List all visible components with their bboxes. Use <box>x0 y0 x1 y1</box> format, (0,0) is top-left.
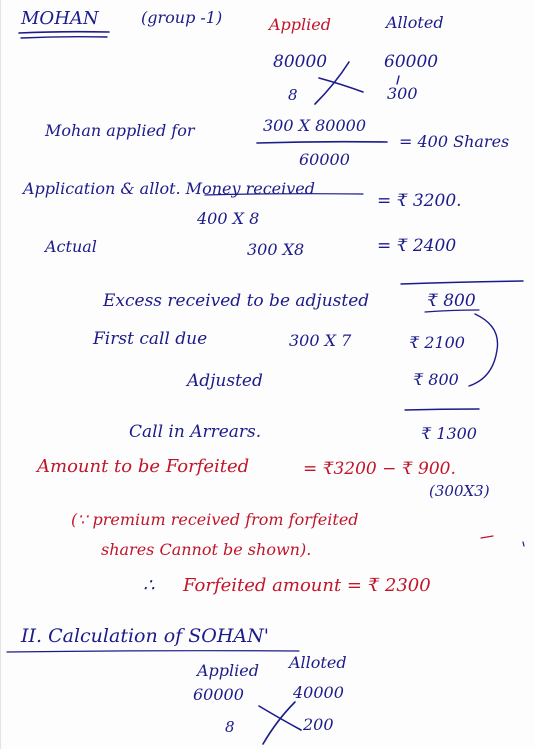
excess-label: Excess received to be adjusted <box>103 291 370 311</box>
arrears-rule <box>405 409 479 410</box>
first-call-value: ₹ 2100 <box>409 333 465 352</box>
therefore-symbol: ∴ <box>143 575 155 596</box>
adjusted-label: Adjusted <box>187 371 263 391</box>
right-bracket <box>469 314 498 386</box>
money-received-result: = ₹ 3200. <box>377 191 462 211</box>
section2-ratio-right: 200 <box>303 715 334 734</box>
name-underline <box>19 32 109 33</box>
actual-result: = ₹ 2400 <box>377 236 457 256</box>
arrears-value: ₹ 1300 <box>421 424 477 443</box>
header-cross-a <box>319 78 363 92</box>
forfeited-expr: = ₹3200 − ₹ 900. <box>303 459 456 479</box>
section2-applied-label: Applied <box>197 661 259 680</box>
forfeited-note: (300X3) <box>429 482 490 500</box>
actual-label: Actual <box>45 237 97 256</box>
mohan-applied-denominator: 60000 <box>299 150 350 169</box>
first-call-calc: 300 X 7 <box>289 331 352 350</box>
adjusted-value: ₹ 800 <box>413 370 459 389</box>
section2-cross-a <box>259 706 301 730</box>
fraction-bar <box>257 142 387 143</box>
forfeited-total: Forfeited amount = ₹ 2300 <box>183 575 431 596</box>
excess-value: ₹ 800 <box>427 291 476 311</box>
section2-title: II. Calculation of SOHAN' <box>21 625 269 647</box>
premium-note-line1: (∵ premium received from forfeited <box>71 510 359 529</box>
section2-allotted-label: Alloted <box>289 653 347 672</box>
section2-applied-value: 60000 <box>193 685 244 704</box>
first-call-label: First call due <box>93 329 208 349</box>
forfeited-label: Amount to be Forfeited <box>37 456 250 477</box>
name-underline-2 <box>21 37 107 38</box>
allotted-value: 60000 <box>384 52 439 72</box>
ratio-left: 8 <box>288 86 298 104</box>
section2-allotted-value: 40000 <box>293 683 344 702</box>
actual-rule <box>401 281 523 284</box>
mohan-applied-result: = 400 Shares <box>399 132 510 151</box>
money-received-label: Application & allot. Money received <box>23 179 316 198</box>
section2-cross-b <box>263 702 295 744</box>
name-mohan: MOHAN <box>21 8 99 29</box>
allotted-label: Alloted <box>386 13 444 32</box>
mohan-applied-label: Mohan applied for <box>45 121 195 140</box>
stray-dot <box>523 542 524 546</box>
applied-label: Applied <box>269 15 331 34</box>
section2-ratio-left: 8 <box>225 718 235 736</box>
stray-mark <box>481 536 493 538</box>
mohan-applied-numerator: 300 X 80000 <box>263 116 366 135</box>
arrears-label: Call in Arrears. <box>129 422 262 442</box>
actual-calc: 300 X8 <box>247 240 305 259</box>
applied-value: 80000 <box>273 52 328 72</box>
money-received-calc: 400 X 8 <box>197 209 260 228</box>
group-label: (group -1) <box>141 8 223 27</box>
section2-underline <box>7 651 299 652</box>
ratio-right: 300 <box>387 84 418 103</box>
premium-note-line2: shares Cannot be shown). <box>101 540 312 559</box>
header-tick <box>397 76 399 84</box>
